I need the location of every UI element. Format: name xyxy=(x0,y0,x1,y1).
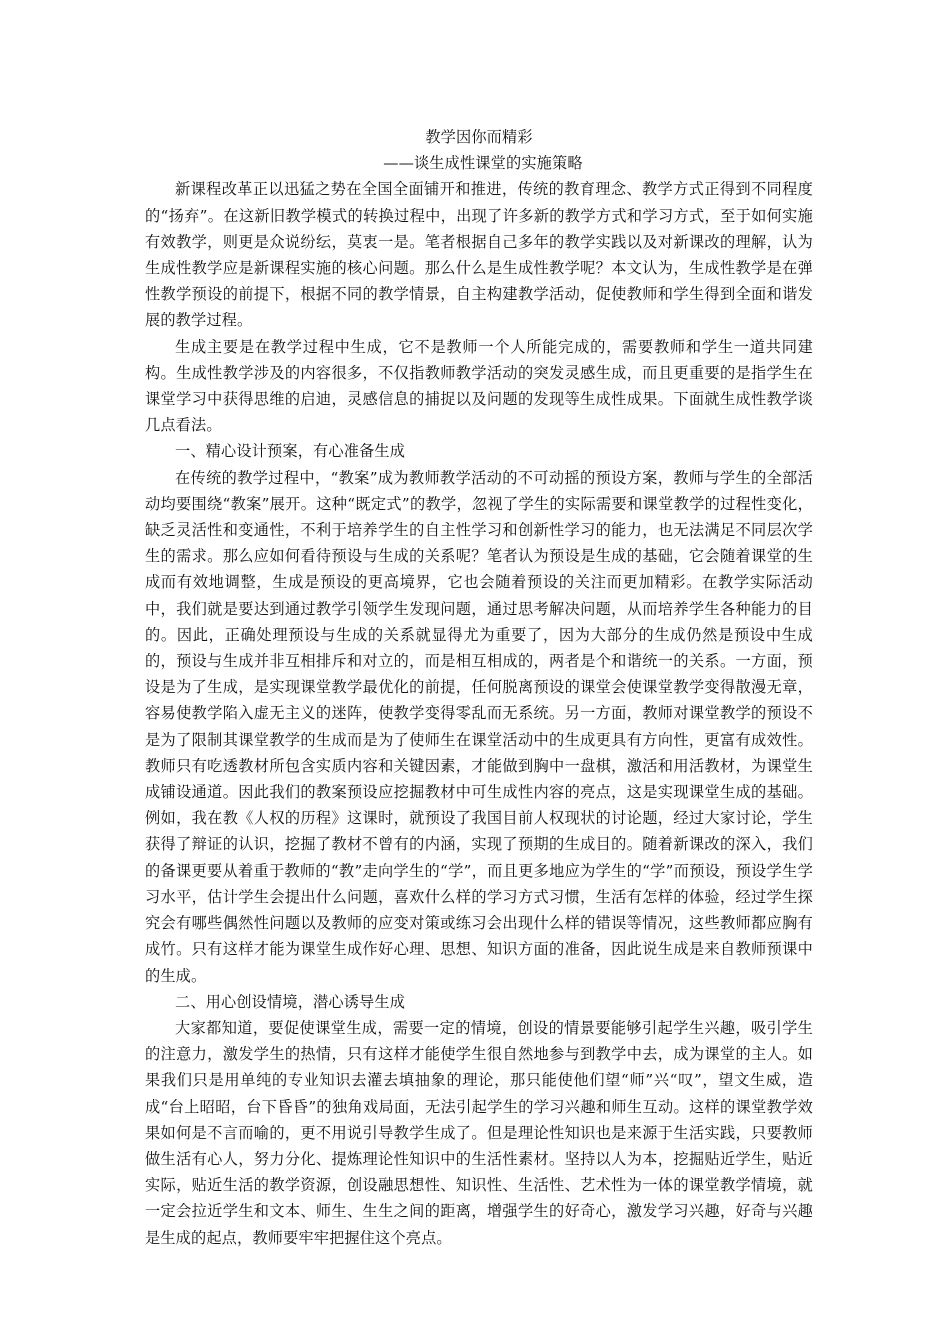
paragraph-section-one: 在传统的教学过程中，“教案”成为教师教学活动的不可动摇的预设方案，教师与学生的全部活动均要围绕“教案”展开。这种“既定式”的教学，忽视了学生的实际需要和课堂教学的过程性变化，缺乏灵活性和变通性，不利于培养学生的自主性学习和创新性学习的能力，也无法满足不同层次学生的需求。那么应如何看待预设与生成的关系呢？笔者认为预设是生成的基础，它会随着课堂的生成而有效地调整，生成是预设的更高境界，它也会随着预设的关注而更加精彩。在教学实际活动中，我们就是要达到通过教学引领学生发现问题，通过思考解决问题，从而培养学生各种能力的目的。因此，正确处理预设与生成的关系就显得尤为重要了，因为大部分的生成仍然是预设中生成的，预设与生成并非互相排斥和对立的，而是相互相成的，两者是个和谐统一的关系。一方面，预设是为了生成，是实现课堂教学最优化的前提，任何脱离预设的课堂会使课堂教学变得散漫无章，容易使教学陷入虚无主义的迷阵，使教学变得零乱而无系统。另一方面，教师对课堂教学的预设不是为了限制其课堂教学的生成而是为了使师生在课堂活动中的生成更具有方向性，更富有成效性。教师只有吃透教材所包含实质内容和关键因素，才能做到胸中一盘棋，激活和用活教材，为课堂生成铺设通道。因此我们的教案预设应挖掘教材中可生成性内容的亮点，这是实现课堂生成的基础。例如，我在教《人权的历程》这课时，就预设了我国目前人权现状的讨论题，经过大家讨论，学生获得了辩证的认识，挖掘了教材不曾有的内涵，实现了预期的生成目的。随着新课改的深入，我们的备课更要从着重于教师的“教”走向学生的“学”，而且更多地应为学生的“学”而预设，预设学生学习水平，估计学生会提出什么问题，喜欢什么样的学习方式习惯，生活有怎样的体验，经过学生探究会有哪些偶然性问题以及教师的应变对策或练习会出现什么样的错误等情况，这些教师都应胸有成竹。只有这样才能为课堂生成作好心理、思想、知识方面的准备，因此说生成是来自教师预课中的生成。 xyxy=(145,468,813,985)
document-subtitle: ——谈生成性课堂的实施策略 xyxy=(383,154,583,173)
paragraph-intro: 新课程改革正以迅猛之势在全国全面铺开和推进，传统的教育理念、教学方式正得到不同程度的“扬弃”。在这新旧教学模式的转换过程中，出现了许多新的教学方式和学习方式，至于如何实施有效教学，则更是众说纷纭，莫衷一是。笔者根据自己多年的教学实践以及对新课改的理解，认为生成性教学应是新课程实施的核心问题。那么什么是生成性教学呢？本文认为，生成性教学是在弹性教学预设的前提下，根据不同的教学情景，自主构建教学活动，促使教师和学生得到全面和谐发展的教学过程。 xyxy=(145,180,813,330)
section-heading-one: 一、精心设计预案，有心准备生成 xyxy=(175,442,406,461)
document-page xyxy=(145,124,813,1251)
section-heading-two: 二、用心创设情境，潜心诱导生成 xyxy=(175,992,406,1011)
paragraph-section-two: 大家都知道，要促使课堂生成，需要一定的情境，创设的情景要能够引起学生兴趣，吸引学生的注意力，激发学生的热情，只有这样才能使学生很自然地参与到教学中去，成为课堂的主人。如果我们只是用单纯的专业知识去灌去填抽象的理论，那只能使他们望“师”兴“叹”，望文生威，造成“台上昭昭，台下昏昏”的独角戏局面，无法引起学生的学习兴趣和师生互动。这样的课堂教学效果如何是不言而喻的，更不用说引导教学生成了。但是理论性知识也是来源于生活实践，只要教师做生活有心人，努力分化、提炼理论性知识中的生活性素材。坚持以人为本，挖掘贴近学生，贴近实际，贴近生活的教学资源，创设融思想性、知识性、生活性、艺术性为一体的课堂教学情境，就一定会拉近学生和文本、师生、生生之间的距离，增强学生的好奇心，激发学习兴趣，好奇与兴趣是生成的起点，教师要牢牢把握住这个亮点。 xyxy=(145,1018,813,1247)
paragraph-generation: 生成主要是在教学过程中生成，它不是教师一个人所能完成的，需要教师和学生一道共同建构。生成性教学涉及的内容很多，不仅指教师教学活动的突发灵感生成，而且更重要的是指学生在课堂学习中获得思维的启迪，灵感信息的捕捉以及问题的发现等生成性成果。下面就生成性教学谈几点看法。 xyxy=(145,337,813,435)
document-title: 教学因你而精彩 xyxy=(425,128,533,146)
